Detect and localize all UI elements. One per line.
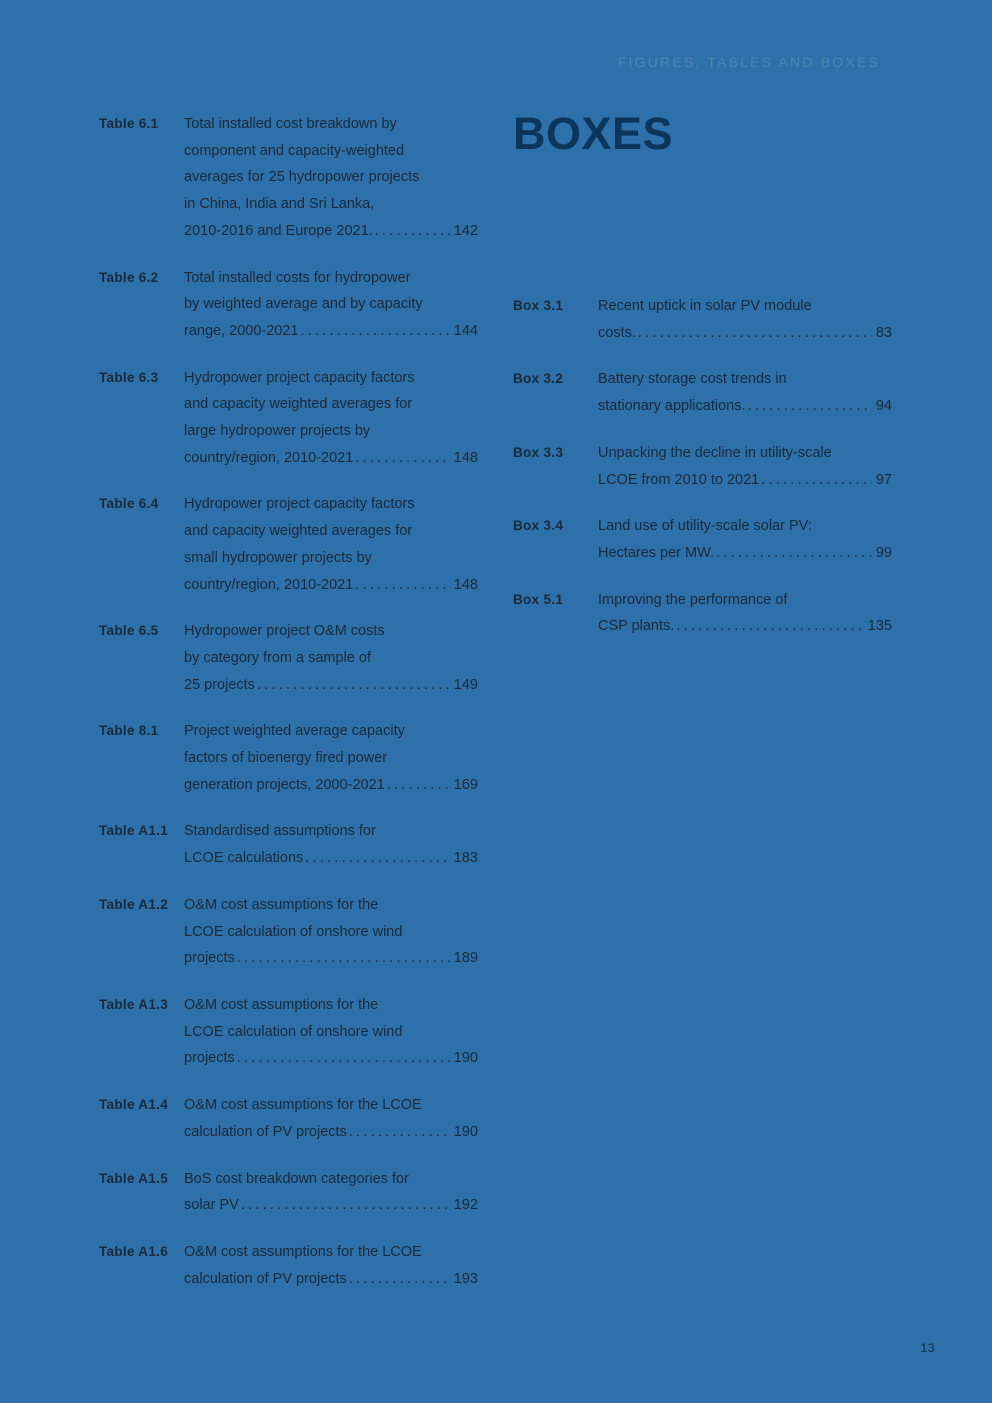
table-entry[interactable]	[99, 618, 478, 698]
dot-leader	[375, 218, 450, 245]
box-entry-label: Box 3.1	[513, 298, 564, 313]
table-entry-title	[184, 892, 478, 972]
dot-leader	[638, 320, 872, 347]
box-entry-page-number: 135	[867, 618, 892, 635]
table-entry-title-line: Hydropower project O&M costs	[184, 623, 385, 640]
table-entry-title-line: in China, India and Sri Lanka,	[184, 196, 375, 213]
table-entry-page-number: 169	[453, 776, 478, 793]
box-entry-title-line: Battery storage cost trends in	[598, 371, 787, 388]
table-entry-title-line: solar PV	[184, 1197, 239, 1214]
box-entry-title-line: Recent uptick in solar PV module	[598, 298, 812, 314]
table-entry[interactable]	[99, 992, 478, 1072]
box-entry-title	[598, 293, 892, 346]
box-entry[interactable]	[513, 366, 892, 419]
table-entry-title	[184, 1092, 478, 1145]
box-entry-page-number: 94	[875, 398, 892, 415]
table-entry[interactable]	[99, 1092, 478, 1145]
table-entry-page-number: 183	[453, 850, 478, 867]
table-entry-label: Table A1.4	[99, 1097, 169, 1113]
table-entry-title-line: range, 2000-2021	[184, 322, 299, 339]
box-entry-title-line: CSP plants.	[598, 618, 675, 635]
table-entry[interactable]	[99, 491, 478, 598]
table-entry-label: Table A1.3	[99, 996, 169, 1012]
box-entry-page-number: 99	[875, 544, 892, 561]
table-entry-title	[184, 111, 478, 245]
table-entry-label: Table 6.4	[99, 496, 159, 512]
table-entry-page-number: 189	[453, 950, 478, 967]
table-entry-last-line	[184, 218, 478, 245]
box-entry-title-line: Improving the performance of	[598, 591, 788, 608]
table-entry-page-number: 148	[453, 576, 478, 593]
dot-leader	[355, 572, 450, 599]
dot-leader	[237, 1045, 450, 1072]
table-entry-page-number: 190	[453, 1050, 478, 1067]
box-entry-title-line: costs.	[598, 324, 636, 341]
box-entry-last-line	[598, 393, 892, 420]
table-entry-title-line: large hydropower projects by	[184, 423, 371, 440]
box-entry[interactable]	[513, 440, 892, 493]
table-entry-title	[184, 265, 478, 345]
table-entry-last-line	[184, 945, 478, 972]
table-entry-label: Table A1.5	[99, 1170, 169, 1186]
box-entry-title-line: Unpacking the decline in utility-scale	[598, 444, 832, 461]
box-entry-title-line: Hectares per MW.	[598, 544, 715, 561]
box-entry-last-line	[598, 613, 892, 640]
table-entry-title-line: small hydropower projects by	[184, 549, 372, 566]
box-entry-title	[598, 513, 892, 566]
table-entry-page-number: 193	[453, 1270, 478, 1287]
table-entry[interactable]	[99, 1239, 478, 1292]
table-entry-title-line: by weighted average and by capacity	[184, 296, 423, 313]
dot-leader	[355, 445, 450, 472]
table-entry-title-line: LCOE calculation of onshore wind	[184, 923, 403, 940]
table-entry-title-line: Project weighted average capacity	[184, 723, 405, 740]
table-entry-title-line: BoS cost breakdown categories for	[184, 1170, 409, 1187]
box-entry-last-line	[598, 467, 892, 494]
section-header: FIGURES, TABLES AND BOXES	[617, 54, 880, 70]
table-entry-last-line	[184, 318, 478, 345]
table-entry-last-line	[184, 572, 478, 599]
box-entry-title	[598, 587, 892, 640]
box-entry-label: Box 3.4	[513, 518, 564, 534]
table-entry-label: Table A1.6	[99, 1243, 169, 1259]
table-entry-title-line: country/region, 2010-2021	[184, 449, 354, 466]
table-entry-page-number: 192	[453, 1197, 478, 1214]
table-entry-title-line: averages for 25 hydropower projects	[184, 169, 420, 186]
table-entry-title-line: projects	[184, 950, 235, 967]
table-entry-title	[184, 718, 478, 798]
table-entry-title	[184, 992, 478, 1072]
dot-leader	[241, 1192, 450, 1219]
table-entry-title-line: Standardised assumptions for	[184, 823, 376, 840]
table-entry-title-line: 2010-2016 and Europe 2021.	[184, 222, 373, 239]
box-entry-title-line: Land use of utility-scale solar PV:	[598, 518, 812, 535]
table-entry-page-number: 190	[453, 1123, 478, 1140]
box-entry-title-line: LCOE from 2010 to 2021	[598, 471, 760, 488]
table-entry-title-line: LCOE calculations	[184, 850, 304, 867]
table-entry-title-line: O&M cost assumptions for the LCOE	[184, 1243, 422, 1260]
box-entry-last-line	[598, 540, 892, 567]
dot-leader	[257, 672, 450, 699]
table-entry-title	[184, 491, 478, 598]
table-entry-last-line	[184, 845, 478, 872]
table-entry-label: Table 6.1	[99, 116, 159, 131]
box-entry[interactable]	[513, 513, 892, 566]
table-entry-title-line: generation projects, 2000-2021	[184, 776, 385, 793]
table-entry-title-line: by category from a sample of	[184, 649, 371, 666]
box-entry-title	[598, 440, 892, 493]
table-entry[interactable]	[99, 892, 478, 972]
table-entry-title	[184, 818, 478, 871]
table-entry-title-line: LCOE calculation of onshore wind	[184, 1023, 403, 1040]
table-entry-last-line	[184, 1119, 478, 1146]
box-entry-page-number: 97	[875, 471, 892, 488]
table-entry-title-line: 25 projects	[184, 676, 255, 693]
table-entry-last-line	[184, 1045, 478, 1072]
table-entry[interactable]	[99, 818, 478, 871]
box-entry-label: Box 3.2	[513, 371, 564, 387]
dot-leader	[237, 945, 450, 972]
dot-leader	[301, 318, 450, 345]
box-entry-label: Box 3.3	[513, 444, 564, 460]
table-entry[interactable]	[99, 265, 478, 345]
table-entry-label: Table A1.2	[99, 896, 169, 912]
table-entry[interactable]	[99, 718, 478, 798]
table-entry-page-number: 142	[453, 222, 478, 239]
box-entry[interactable]	[513, 293, 892, 346]
table-entry-label: Table 6.2	[99, 269, 159, 285]
table-entry-title-line: and capacity weighted averages for	[184, 523, 413, 540]
table-entry-last-line	[184, 1266, 478, 1293]
table-entry-label: Table 8.1	[99, 723, 159, 739]
table-entry-page-number: 149	[453, 676, 478, 693]
table-entry-title-line: Hydropower project capacity factors	[184, 496, 415, 513]
table-entry-title-line: O&M cost assumptions for the	[184, 896, 379, 913]
box-entry-page-number: 83	[875, 324, 892, 341]
table-entry[interactable]	[99, 365, 478, 472]
table-entry-title-line: Total installed cost breakdown by	[184, 116, 397, 132]
box-entry-title	[598, 366, 892, 419]
table-entry-page-number: 148	[453, 449, 478, 466]
table-entry-title-line: component and capacity-weighted	[184, 142, 405, 159]
table-entry-title-line: country/region, 2010-2021	[184, 576, 354, 593]
boxes-list	[513, 293, 892, 660]
table-entry-title-line: factors of bioenergy fired power	[184, 750, 388, 767]
table-entry-title-line: Total installed costs for hydropower	[184, 269, 411, 286]
table-entry[interactable]	[99, 1166, 478, 1219]
table-entry-label: Table 6.3	[99, 369, 159, 385]
dot-leader	[716, 540, 872, 567]
table-entry-title-line: calculation of PV projects	[184, 1123, 347, 1140]
dot-leader	[387, 772, 450, 799]
table-entry-title-line: projects	[184, 1050, 235, 1067]
dot-leader	[349, 1266, 450, 1293]
table-entry-title-line: O&M cost assumptions for the LCOE	[184, 1097, 422, 1114]
table-entry-label: Table A1.1	[99, 823, 169, 839]
table-entry[interactable]	[99, 111, 478, 245]
table-entry-last-line	[184, 445, 478, 472]
table-entry-label: Table 6.5	[99, 623, 159, 639]
box-entry-last-line	[598, 320, 892, 347]
table-entry-last-line	[184, 672, 478, 699]
table-entry-last-line	[184, 772, 478, 799]
dot-leader	[676, 613, 863, 640]
table-entry-title	[184, 1166, 478, 1219]
boxes-heading: BOXES	[513, 108, 674, 159]
box-entry-title-line: stationary applications.	[598, 398, 746, 415]
table-entry-title-line: and capacity weighted averages for	[184, 396, 413, 413]
dot-leader	[748, 393, 872, 420]
table-entry-title-line: O&M cost assumptions for the	[184, 996, 379, 1013]
page-number: 13	[920, 1341, 935, 1355]
table-entry-title-line: calculation of PV projects	[184, 1270, 347, 1287]
box-entry[interactable]	[513, 587, 892, 640]
box-entry-label: Box 5.1	[513, 591, 564, 607]
table-entry-title	[184, 365, 478, 472]
tables-list	[99, 111, 478, 1312]
dot-leader	[761, 467, 872, 494]
table-entry-page-number: 144	[453, 322, 478, 339]
table-entry-title	[184, 1239, 478, 1292]
table-entry-title-line: Hydropower project capacity factors	[184, 369, 415, 386]
table-entry-last-line	[184, 1192, 478, 1219]
dot-leader	[305, 845, 450, 872]
table-entry-title	[184, 618, 478, 698]
dot-leader	[349, 1119, 450, 1146]
